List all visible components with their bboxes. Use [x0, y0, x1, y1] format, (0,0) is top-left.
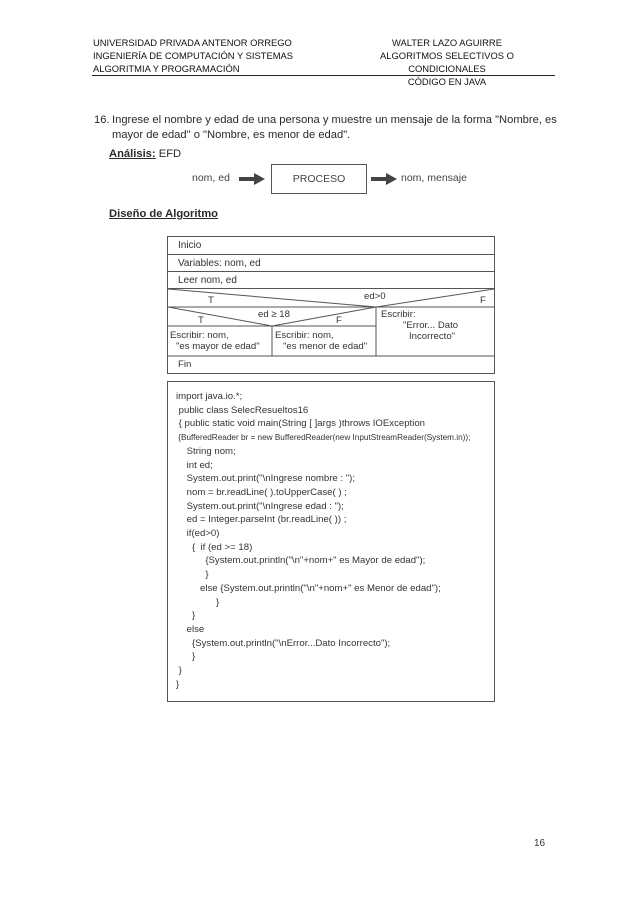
question-line-1: Ingrese el nombre y edad de una persona y muestre un mensaje de la forma "Nombre, es: [112, 114, 557, 126]
header-left: [93, 36, 293, 75]
university-name: UNIVERSIDAD PRIVADA ANTENOR ORREGO: [93, 37, 292, 48]
code-line: public class SelecResueltos16: [176, 404, 309, 416]
code-line: }: [176, 651, 196, 663]
flow-inner-false: F: [336, 315, 342, 326]
code-line: int ed;: [176, 459, 213, 471]
flow-start: Inicio: [178, 240, 202, 251]
page-number: 16: [534, 838, 546, 849]
flow-write-minor: [275, 330, 367, 352]
question-number: 16.: [94, 114, 110, 126]
analysis-value: EFD: [158, 148, 182, 160]
flow-write-adult: [170, 330, 260, 352]
flow-outer-false: F: [480, 295, 486, 306]
flow-outer-true: T: [208, 295, 214, 306]
question-line-2: mayor de edad" o "Nombre, es menor de edad".: [112, 129, 351, 141]
code-line: {System.out.println("\n"+nom+" es Mayor de edad");: [176, 555, 426, 567]
code-line: }: [176, 569, 209, 581]
flow-variables: Variables: nom, ed: [178, 258, 261, 269]
arrow-right-icon: [371, 173, 397, 185]
code-line: { if (ed >= 18): [176, 541, 253, 553]
code-listing: [167, 381, 495, 702]
flow-write-adult-2: "es mayor de edad": [176, 341, 260, 352]
code-line: else {System.out.println("\n"+nom+" es Menor de edad");: [176, 582, 441, 594]
flow-write-error-2: "Error... Dato: [403, 320, 459, 331]
topic-name: ALGORITMOS SELECTIVOS O CONDICIONALES: [380, 50, 514, 74]
question: [94, 113, 569, 143]
code-line: String nom;: [176, 445, 236, 457]
flowchart: [167, 236, 495, 374]
flow-write-error-1: Escribir:: [381, 309, 416, 320]
subtopic-name: CÓDIGO EN JAVA: [407, 76, 487, 87]
flow-write-adult-1: Escribir: nom,: [170, 330, 229, 341]
code-line: System.out.print("\nIngrese nombre : ");: [176, 473, 356, 485]
flow-write-minor-2: "es menor de edad": [283, 341, 368, 352]
flow-cond-inner: ed ≥ 18: [258, 309, 290, 320]
code-line: nom = br.readLine( ).toUpperCase( ) ;: [176, 486, 347, 498]
code-line: }: [176, 610, 196, 622]
code-line: }: [176, 596, 220, 608]
flow-inner-true: T: [198, 315, 204, 326]
flow-decision-lines: [168, 237, 494, 373]
process-box: [271, 164, 367, 194]
analysis-label: Análisis:: [109, 148, 156, 160]
code-line: {BufferedReader br = new BufferedReader(new InputStreamReader(System.in));: [176, 433, 471, 443]
code-line: ed = Integer.parseInt (br.readLine( )) ;: [176, 514, 347, 526]
efd-output: nom, mensaje: [401, 172, 467, 184]
arrow-right-icon: [239, 173, 265, 185]
header-rule: [92, 75, 555, 76]
flow-cond-outer: ed>0: [364, 291, 386, 302]
analysis: [109, 148, 181, 160]
design-title: Diseño de Algoritmo: [109, 208, 218, 220]
flow-end: Fin: [178, 359, 192, 370]
code-line: { public static void main(String [ ]args )throws IOException: [176, 418, 426, 430]
flow-write-error: [381, 309, 458, 342]
code-line: if(ed>0): [176, 528, 220, 539]
code-line: else: [176, 623, 205, 635]
flow-write-minor-1: Escribir: nom,: [275, 330, 334, 341]
code-line: import java.io.*;: [176, 391, 243, 402]
flow-read: Leer nom, ed: [178, 275, 237, 286]
header-right: [340, 36, 554, 88]
faculty-name: INGENIERÍA DE COMPUTACIÓN Y SISTEMAS: [93, 50, 294, 61]
author-name: WALTER LAZO AGUIRRE: [392, 37, 502, 48]
process-label: PROCESO: [292, 173, 346, 185]
code-line: }: [176, 665, 182, 676]
flow-write-error-3: Incorrecto": [409, 331, 456, 342]
efd-input: nom, ed: [192, 172, 230, 184]
code-line: System.out.print("\nIngrese edad : ");: [176, 500, 344, 512]
course-name: ALGORITMIA Y PROGRAMACIÓN: [93, 63, 240, 74]
code-line: }: [176, 678, 180, 690]
code-line: {System.out.println("\nError...Dato Incorrecto");: [176, 637, 391, 649]
